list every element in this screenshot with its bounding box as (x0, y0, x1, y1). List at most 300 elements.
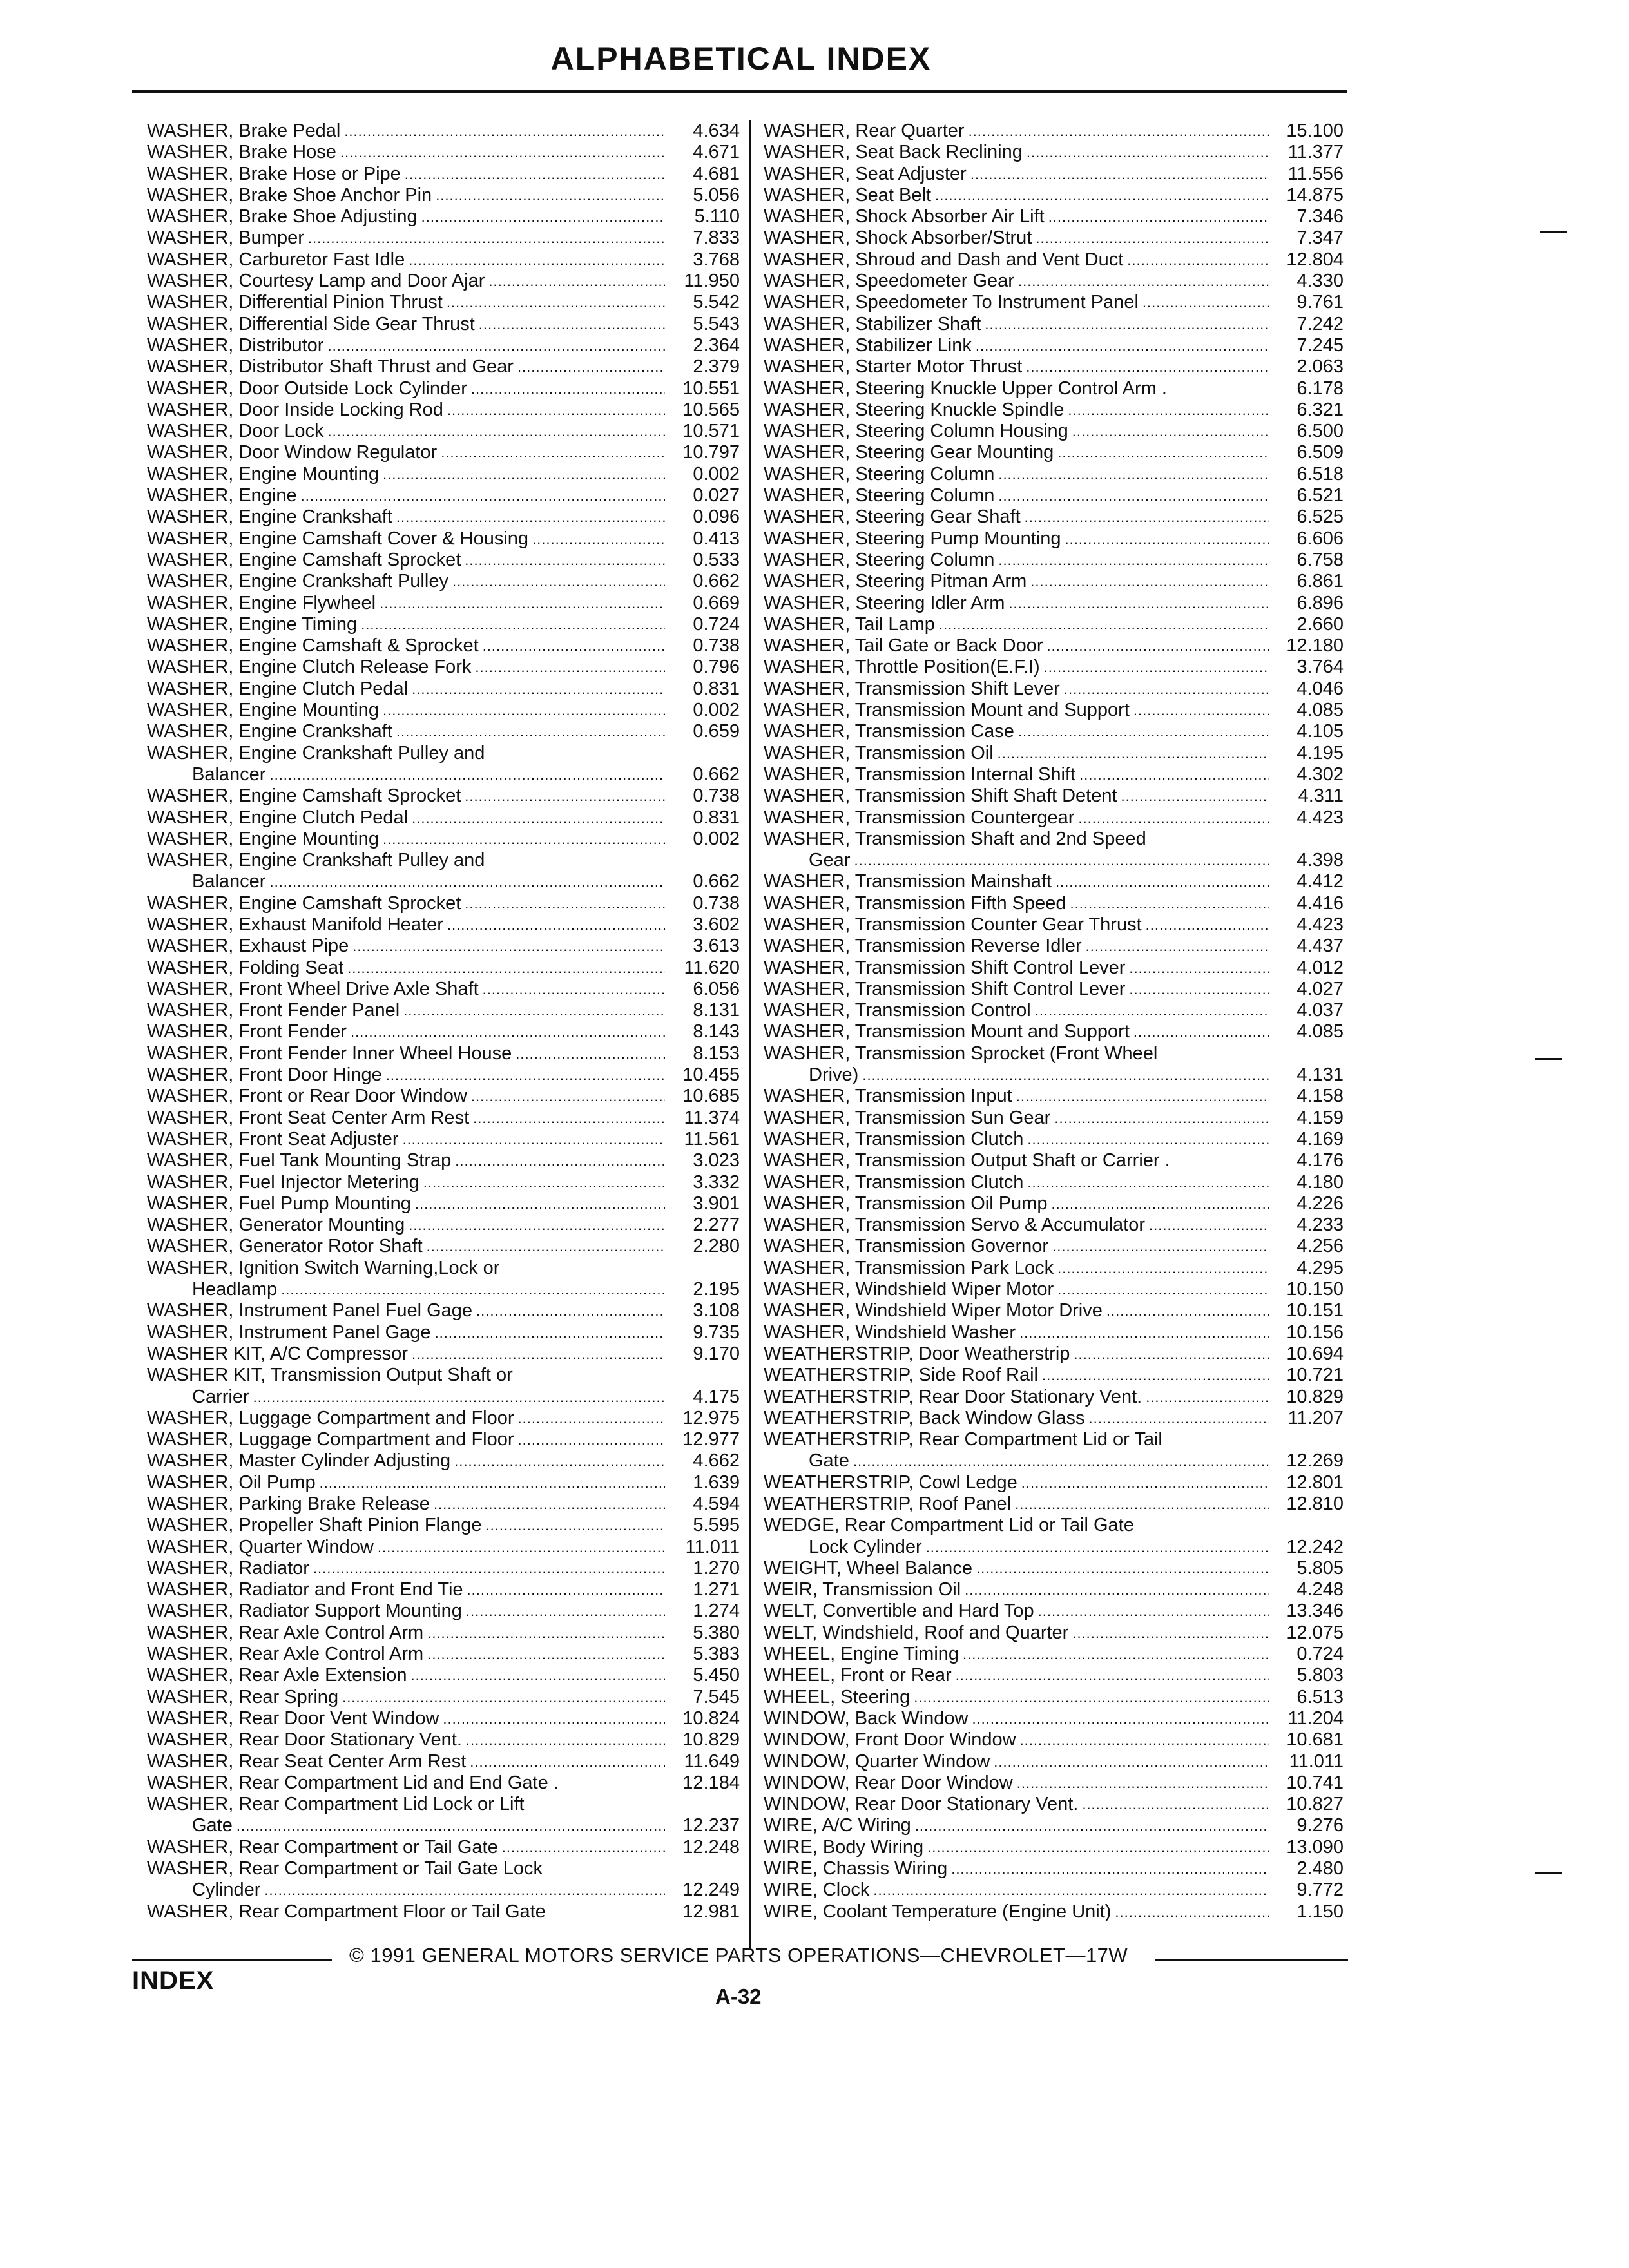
entry-label: WASHER, Brake Hose (147, 142, 336, 163)
entry-page-number: 12.237 (682, 1815, 740, 1836)
entry-page-number: 4.302 (1296, 764, 1344, 785)
entry-label: WEIGHT, Wheel Balance (764, 1557, 972, 1579)
dot-leader (1070, 893, 1269, 914)
index-entry (147, 1150, 740, 1171)
entry-label: WASHER, Radiator Support Mounting (147, 1600, 462, 1622)
entry-label: WASHER, Transmission Park Lock (764, 1257, 1054, 1278)
dot-leader (1068, 399, 1269, 421)
entry-page-number: 11.011 (685, 1536, 740, 1557)
dot-leader (1027, 1129, 1269, 1150)
index-entry (147, 550, 740, 571)
entry-label: WASHER, Distributor Shaft Thrust and Gear (147, 356, 514, 378)
dot-leader (427, 1644, 665, 1665)
entry-label: WASHER, Front Seat Center Arm Rest (147, 1107, 470, 1128)
entry-label: WIRE, Chassis Wiring (764, 1858, 948, 1879)
dot-leader (479, 314, 665, 335)
dot-leader (386, 1064, 665, 1086)
index-entry (764, 1558, 1344, 1579)
entry-page-number: 10.721 (1286, 1365, 1344, 1386)
entry-label: WASHER, Starter Motor Thrust (764, 356, 1023, 378)
dot-leader (1052, 1236, 1269, 1257)
index-entry (764, 1579, 1344, 1600)
index-entry (147, 1622, 740, 1644)
entry-label: WASHER, Transmission Governor (764, 1236, 1049, 1257)
dot-leader (518, 1408, 665, 1429)
entry-label: WASHER, Steering Column (764, 485, 995, 506)
index-entry (147, 314, 740, 335)
entry-page-number: 6.758 (1296, 549, 1344, 570)
entry-page-number: 4.046 (1296, 678, 1344, 699)
entry-page-number: 12.180 (1286, 635, 1344, 657)
entry-page-number: 12.810 (1286, 1494, 1344, 1514)
entry-label: WASHER, Transmission Shift Control Lever (764, 978, 1126, 999)
dot-leader (380, 593, 665, 614)
dot-leader (483, 979, 665, 1000)
index-entry (147, 829, 740, 850)
dot-leader (301, 485, 665, 506)
index-entry (147, 1579, 740, 1600)
dot-leader (1038, 1600, 1269, 1622)
entry-page-number: 0.662 (693, 871, 740, 892)
footer-rule-left (132, 1959, 332, 1961)
entry-page-number: 4.662 (693, 1450, 740, 1472)
dot-leader (1054, 1108, 1269, 1129)
index-entry (147, 1794, 740, 1815)
entry-label: WASHER, Door Outside Lock Cylinder (147, 378, 467, 399)
dot-leader (1057, 1258, 1269, 1279)
index-entry (147, 678, 740, 700)
margin-mark (1540, 231, 1567, 233)
entry-label: WASHER, Steering Gear Shaft (764, 506, 1021, 528)
index-entry (147, 657, 740, 678)
dot-leader (516, 1043, 665, 1064)
entry-label: WASHER KIT, A/C Compressor (147, 1343, 409, 1364)
index-entry (147, 1021, 740, 1043)
dot-leader (1026, 356, 1269, 378)
entry-page-number: 10.571 (682, 421, 740, 442)
index-entry (764, 1687, 1344, 1708)
index-entry (764, 1879, 1344, 1901)
entry-page-number: 10.797 (682, 442, 740, 463)
entry-label: WASHER, Transmission Countergear (764, 807, 1075, 828)
dot-leader (264, 1879, 665, 1901)
entry-label: WASHER, Rear Axle Control Arm (147, 1622, 424, 1643)
entry-label: WASHER, Transmission Shift Shaft Detent (764, 785, 1117, 807)
entry-page-number: 6.500 (1296, 421, 1344, 442)
section-label: INDEX (132, 1966, 215, 1995)
index-entry (764, 271, 1344, 292)
dot-leader (434, 1494, 665, 1515)
index-entry (764, 1387, 1344, 1408)
index-entry (764, 785, 1344, 807)
entry-page-number: 0.831 (693, 807, 740, 828)
entry-label: Gate (809, 1450, 849, 1472)
index-entry (147, 1687, 740, 1708)
entry-label: WASHER, Rear Compartment Lid and End Gate . (147, 1772, 559, 1793)
entry-page-number: 0.738 (693, 892, 740, 914)
index-entry (147, 442, 740, 463)
entry-label: WIRE, Clock (764, 1879, 870, 1901)
index-entry (764, 120, 1344, 142)
dot-leader (927, 1837, 1269, 1858)
index-entry (147, 378, 740, 399)
entry-page-number: 10.694 (1286, 1343, 1344, 1364)
index-entry (147, 120, 740, 142)
entry-label: Lock Cylinder (809, 1536, 922, 1557)
index-entry (764, 1837, 1344, 1858)
entry-page-number: 4.416 (1296, 892, 1344, 914)
index-entry (147, 292, 740, 313)
dot-leader (340, 142, 665, 163)
column-divider (749, 120, 751, 1950)
dot-leader (1051, 1193, 1269, 1215)
entry-page-number: 2.277 (693, 1215, 740, 1236)
entry-label: WASHER, Transmission Fifth Speed (764, 892, 1066, 914)
entry-page-number: 7.346 (1296, 206, 1344, 227)
entry-page-number: 10.681 (1286, 1729, 1344, 1751)
dot-leader (410, 1665, 665, 1686)
entry-label: WASHER, Fuel Pump Mounting (147, 1193, 411, 1214)
entry-page-number: 2.364 (693, 334, 740, 356)
index-entry (147, 356, 740, 378)
entry-label: Balancer (192, 871, 266, 892)
entry-page-number: 4.437 (1296, 936, 1344, 957)
dot-leader (405, 164, 665, 185)
dot-leader (281, 1279, 665, 1300)
index-entry (764, 227, 1344, 249)
index-entry (147, 1086, 740, 1107)
entry-page-number: 9.772 (1296, 1879, 1344, 1901)
entry-label: WASHER, Steering Gear Mounting (764, 442, 1054, 463)
entry-label: Gear (809, 850, 851, 871)
entry-page-number: 4.158 (1296, 1086, 1344, 1107)
entry-label: WASHER, Engine Clutch Pedal (147, 678, 409, 699)
dot-leader (965, 1579, 1269, 1600)
index-entry (147, 1472, 740, 1494)
entry-page-number: 4.256 (1296, 1236, 1344, 1257)
index-entry (147, 399, 740, 421)
entry-label: WASHER, Seat Belt (764, 184, 932, 206)
dot-leader (1133, 1021, 1269, 1043)
entry-page-number: 1.150 (1296, 1901, 1344, 1922)
entry-label: WASHER, Rear Axle Control Arm (147, 1644, 424, 1665)
index-entry (147, 871, 740, 892)
dot-leader (415, 1193, 665, 1215)
index-entry (147, 593, 740, 614)
dot-leader (1072, 421, 1269, 442)
index-entry (764, 807, 1344, 829)
dot-leader (436, 185, 665, 206)
entry-page-number: 4.248 (1296, 1579, 1344, 1600)
entry-label: WASHER, Seat Back Reclining (764, 142, 1023, 163)
dot-leader (873, 1879, 1269, 1901)
entry-page-number: 4.027 (1296, 978, 1344, 999)
index-entry (764, 1086, 1344, 1107)
dot-leader (926, 1537, 1269, 1558)
dot-leader (998, 464, 1269, 485)
entry-page-number: 10.455 (682, 1064, 740, 1086)
entry-label: WEATHERSTRIP, Rear Compartment Lid or Tail (764, 1429, 1162, 1450)
dot-leader (1047, 635, 1269, 657)
entry-page-number: 5.110 (694, 206, 740, 227)
entry-page-number: 4.681 (693, 163, 740, 184)
entry-page-number: 13.090 (1286, 1836, 1344, 1858)
dot-leader (1035, 1000, 1269, 1021)
entry-label: WASHER, Stabilizer Shaft (764, 313, 981, 334)
entry-page-number: 10.551 (682, 378, 740, 399)
dot-leader (320, 1472, 665, 1494)
index-entry (147, 1858, 740, 1879)
dot-leader (1027, 142, 1269, 163)
entry-label: WASHER, Transmission Mount and Support (764, 1021, 1130, 1043)
entry-label: WASHER, Transmission Case (764, 721, 1014, 742)
dot-leader (467, 1579, 665, 1600)
dot-leader (412, 807, 665, 829)
entry-label: WEATHERSTRIP, Roof Panel (764, 1494, 1012, 1514)
entry-label: WASHER, Transmission Sun Gear (764, 1107, 1051, 1128)
index-entry (764, 1322, 1344, 1343)
dot-leader (351, 1021, 665, 1043)
dot-leader (1018, 721, 1269, 742)
entry-label: WASHER, Engine Crankshaft Pulley and (147, 742, 485, 764)
entry-page-number: 5.543 (693, 313, 740, 334)
index-entry (764, 1429, 1344, 1450)
entry-label: Drive) (809, 1064, 859, 1086)
entry-page-number: 10.829 (1286, 1386, 1344, 1407)
entry-label: WASHER, Transmission Output Shaft or Carrier . (764, 1150, 1170, 1171)
index-entry (764, 657, 1344, 678)
entry-page-number: 11.011 (1289, 1751, 1344, 1772)
index-column-left (147, 120, 740, 1923)
entry-label: WASHER, Engine Crankshaft Pulley and (147, 850, 485, 871)
entry-page-number: 1.270 (693, 1557, 740, 1579)
entry-page-number: 4.412 (1296, 871, 1344, 892)
entry-page-number: 5.383 (693, 1644, 740, 1665)
index-entry (764, 571, 1344, 592)
entry-page-number: 3.332 (693, 1171, 740, 1193)
entry-label: Headlamp (192, 1279, 278, 1300)
dot-leader (1142, 292, 1269, 313)
dot-leader (423, 1172, 665, 1193)
entry-label: WASHER, Distributor (147, 334, 324, 356)
index-entry (764, 464, 1344, 485)
entry-page-number: 6.509 (1296, 442, 1344, 463)
entry-page-number: 9.170 (693, 1343, 740, 1364)
index-entry (147, 1300, 740, 1321)
index-entry (764, 1172, 1344, 1193)
index-entry (147, 142, 740, 163)
entry-label: WASHER, Brake Hose or Pipe (147, 163, 401, 184)
entry-label: WASHER, Tail Lamp (764, 613, 935, 635)
dot-leader (465, 785, 665, 807)
index-entry (147, 421, 740, 442)
entry-label: WASHER, Rear Door Stationary Vent. (147, 1729, 462, 1751)
entry-page-number: 0.002 (693, 463, 740, 485)
entry-page-number: 4.233 (1296, 1215, 1344, 1236)
entry-page-number: 12.269 (1286, 1450, 1344, 1472)
dot-leader (383, 464, 665, 485)
dot-leader (1057, 1279, 1269, 1300)
dot-leader (409, 1215, 665, 1236)
entry-page-number: 0.662 (693, 571, 740, 592)
entry-label: WASHER, Luggage Compartment and Floor (147, 1429, 514, 1450)
entry-label: WASHER, Oil Pump (147, 1472, 316, 1493)
index-entry (147, 1729, 740, 1751)
entry-page-number: 0.724 (1296, 1644, 1344, 1665)
entry-label: WASHER, Steering Pump Mounting (764, 528, 1061, 549)
entry-label: WASHER, Engine Timing (147, 613, 358, 635)
index-entry (764, 399, 1344, 421)
entry-label: WASHER, Engine Camshaft Sprocket (147, 785, 461, 807)
entry-page-number: 1.274 (693, 1600, 740, 1622)
index-entry (764, 1494, 1344, 1515)
dot-leader (972, 1708, 1269, 1729)
index-entry (147, 1515, 740, 1536)
dot-leader (1064, 678, 1269, 700)
entry-page-number: 3.108 (693, 1300, 740, 1321)
entry-label: Gate (192, 1815, 233, 1836)
dot-leader (447, 292, 665, 313)
footer-rule-right (1155, 1959, 1348, 1961)
dot-leader (914, 1687, 1269, 1708)
dot-leader (344, 120, 665, 142)
entry-label: WASHER, Engine Crankshaft (147, 506, 392, 528)
entry-label: WASHER, Ignition Switch Warning,Lock or (147, 1257, 500, 1278)
entry-page-number: 12.248 (682, 1836, 740, 1858)
entry-label: WHEEL, Steering (764, 1686, 911, 1707)
index-entry (147, 1558, 740, 1579)
entry-page-number: 12.981 (682, 1901, 740, 1922)
entry-page-number: 11.561 (684, 1128, 740, 1149)
entry-page-number: 0.002 (693, 700, 740, 721)
entry-label: WASHER, Windshield Washer (764, 1321, 1016, 1343)
dot-leader (853, 1450, 1269, 1472)
index-entry (764, 356, 1344, 378)
index-entry (147, 1429, 740, 1450)
dot-leader (854, 850, 1269, 871)
index-entry (764, 1901, 1344, 1923)
index-entry (147, 1837, 740, 1858)
index-entry (764, 1365, 1344, 1386)
dot-leader (976, 1558, 1269, 1579)
entry-page-number: 6.178 (1296, 378, 1344, 399)
index-entry (147, 571, 740, 592)
dot-leader (862, 1064, 1269, 1086)
entry-label: Balancer (192, 764, 266, 785)
dot-leader (976, 335, 1269, 356)
index-entry (147, 1064, 740, 1086)
index-entry (147, 1773, 740, 1794)
dot-leader (409, 249, 665, 271)
index-entry (764, 700, 1344, 721)
dot-leader (327, 335, 665, 356)
dot-leader (532, 528, 665, 550)
entry-label: WASHER, Transmission Mainshaft (764, 871, 1052, 892)
dot-leader (1086, 936, 1269, 957)
dot-leader (1057, 442, 1269, 463)
entry-label: WASHER, Engine Mounting (147, 828, 379, 849)
entry-label: WASHER, Door Lock (147, 421, 324, 442)
entry-label: WASHER, Transmission Shift Control Lever (764, 957, 1126, 978)
entry-page-number: 11.950 (684, 271, 740, 292)
index-entry (764, 614, 1344, 635)
entry-page-number: 10.565 (682, 399, 740, 420)
index-entry (147, 764, 740, 785)
dot-leader (517, 356, 665, 378)
entry-page-number: 0.724 (693, 613, 740, 635)
entry-label: WINDOW, Rear Door Stationary Vent. (764, 1794, 1079, 1815)
entry-label: WASHER, Speedometer To Instrument Panel (764, 292, 1139, 313)
entry-page-number: 12.242 (1286, 1536, 1344, 1557)
entry-page-number: 7.545 (693, 1686, 740, 1707)
entry-page-number: 6.056 (693, 978, 740, 999)
entry-page-number: 4.176 (1296, 1150, 1344, 1171)
dot-leader (1078, 807, 1269, 829)
dot-leader (475, 657, 665, 678)
dot-leader (441, 442, 665, 463)
entry-page-number: 0.738 (693, 785, 740, 807)
entry-label: Carrier (192, 1386, 249, 1407)
dot-leader (412, 1343, 665, 1365)
index-column-right (764, 120, 1344, 1923)
margin-mark (1535, 1872, 1562, 1874)
index-entry (764, 871, 1344, 892)
index-entry (764, 914, 1344, 936)
entry-label: WEATHERSTRIP, Side Roof Rail (764, 1365, 1038, 1386)
entry-label: WASHER, Engine Clutch Pedal (147, 807, 409, 828)
entry-page-number: 3.613 (693, 936, 740, 957)
entry-label: WASHER, Bumper (147, 227, 304, 249)
index-entry (764, 550, 1344, 571)
entry-label: WASHER, Rear Compartment Floor or Tail Gate (147, 1901, 546, 1922)
index-entry (147, 485, 740, 506)
dot-leader (308, 227, 665, 249)
entry-label: WASHER, Front Seat Adjuster (147, 1128, 399, 1149)
entry-page-number: 3.764 (1296, 657, 1344, 678)
entry-label: WASHER, Generator Rotor Shaft (147, 1236, 423, 1257)
entry-label: WINDOW, Quarter Window (764, 1751, 990, 1772)
page-title: ALPHABETICAL INDEX (550, 41, 932, 77)
dot-leader (969, 120, 1269, 142)
entry-page-number: 12.977 (682, 1429, 740, 1450)
dot-leader (1021, 1472, 1269, 1494)
entry-label: WINDOW, Front Door Window (764, 1729, 1016, 1751)
dot-leader (956, 1665, 1269, 1686)
index-entry (764, 1644, 1344, 1665)
entry-page-number: 6.518 (1296, 463, 1344, 485)
dot-leader (361, 614, 665, 635)
entry-page-number: 0.096 (693, 506, 740, 528)
entry-page-number: 11.649 (684, 1751, 740, 1772)
entry-label: WASHER, Engine (147, 485, 297, 506)
index-entry (764, 249, 1344, 271)
index-entry (147, 979, 740, 1000)
index-entry (764, 1215, 1344, 1236)
entry-label: WASHER, Seat Adjuster (764, 163, 967, 184)
entry-page-number: 4.330 (1296, 271, 1344, 292)
index-entry (147, 807, 740, 829)
dot-leader (1025, 506, 1269, 528)
index-entry (147, 1494, 740, 1515)
dot-leader (465, 893, 665, 914)
entry-label: WASHER, Engine Mounting (147, 700, 379, 721)
entry-label: WASHER, Rear Seat Center Arm Rest (147, 1751, 467, 1772)
dot-leader (1072, 1622, 1269, 1644)
index-entry (764, 893, 1344, 914)
entry-label: WASHER, Rear Door Vent Window (147, 1707, 439, 1729)
dot-leader (454, 1450, 665, 1472)
index-entry (147, 850, 740, 871)
